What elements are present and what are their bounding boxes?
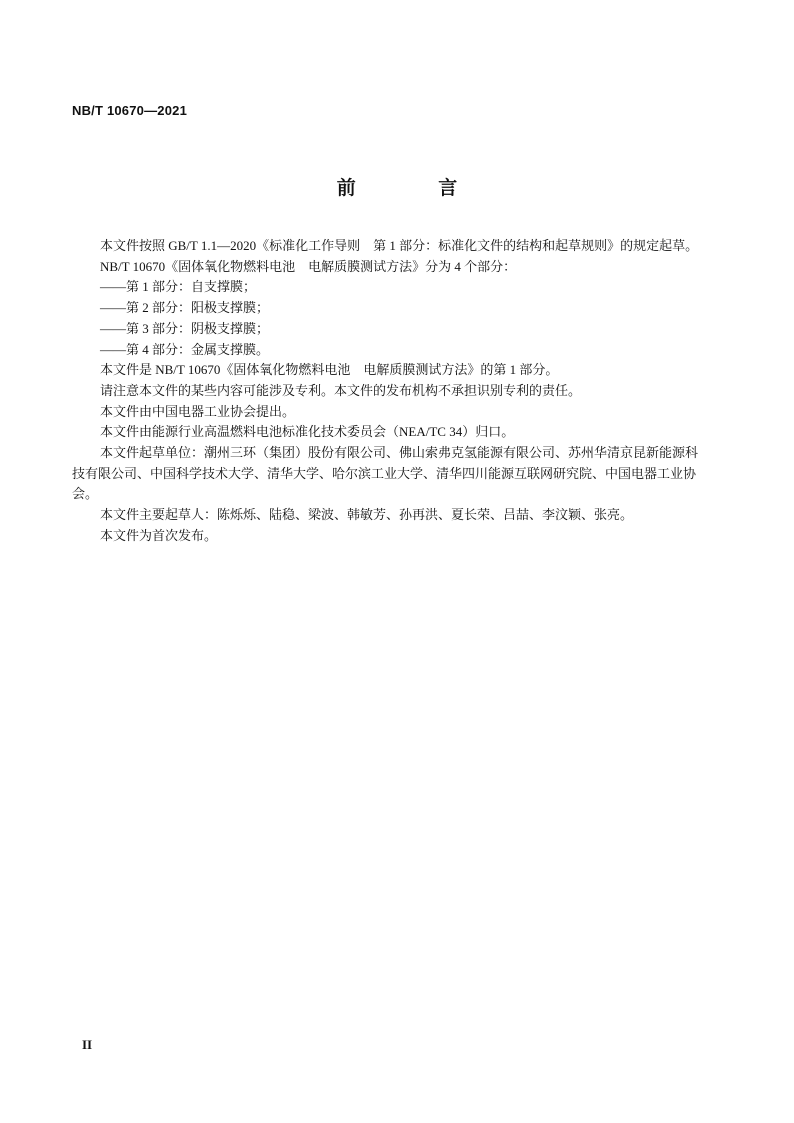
paragraph-this-part: 本文件是 NB/T 10670《固体氧化物燃料电池 电解质膜测试方法》的第 1 部分。 (100, 362, 559, 378)
paragraph-parts-intro: NB/T 10670《固体氧化物燃料电池 电解质膜测试方法》分为 4 个部分： (100, 258, 517, 274)
foreword-body (72, 236, 708, 547)
paragraph-proposer: 本文件由中国电器工业协会提出。 (100, 403, 296, 419)
list-item-part-3: ——第 3 部分：阴极支撑膜； (100, 320, 270, 336)
paragraph-drafters: 本文件主要起草人：陈烁烁、陆稳、梁波、韩敏芳、孙再洪、夏长荣、吕喆、李汶颖、张亮。 (100, 507, 634, 523)
list-item-part-2: ——第 2 部分：阳极支撑膜； (100, 300, 270, 316)
paragraph-patent-notice: 请注意本文件的某些内容可能涉及专利。本文件的发布机构不承担识别专利的责任。 (100, 382, 582, 398)
list-item-part-1: ——第 1 部分：自支撑膜； (100, 279, 257, 295)
paragraph-committee: 本文件由能源行业高温燃料电池标准化技术委员会（NEA/TC 34）归口。 (100, 424, 515, 440)
page-title: 前 言 (336, 177, 496, 199)
list-item-part-4: ——第 4 部分：金属支撑膜。 (100, 341, 270, 357)
paragraph-first-release: 本文件为首次发布。 (100, 527, 218, 543)
paragraph-drafting-rules: 本文件按照 GB/T 1.1—2020《标准化工作导则 第 1 部分：标准化文件的结构和起草规则》的规定起草。 (100, 238, 699, 253)
page-number: II (82, 1037, 93, 1052)
standard-code: NB/T 10670—2021 (72, 103, 188, 118)
paragraph-drafting-units: 本文件起草单位：潮州三环（集团）股份有限公司、佛山索弗克氢能源有限公司、苏州华清京昆新能源科技有限公司、中国科学技术大学、清华大学、哈尔滨工业大学、清华四川能源互联网研究院、中国电器工业协会。 (72, 445, 699, 502)
